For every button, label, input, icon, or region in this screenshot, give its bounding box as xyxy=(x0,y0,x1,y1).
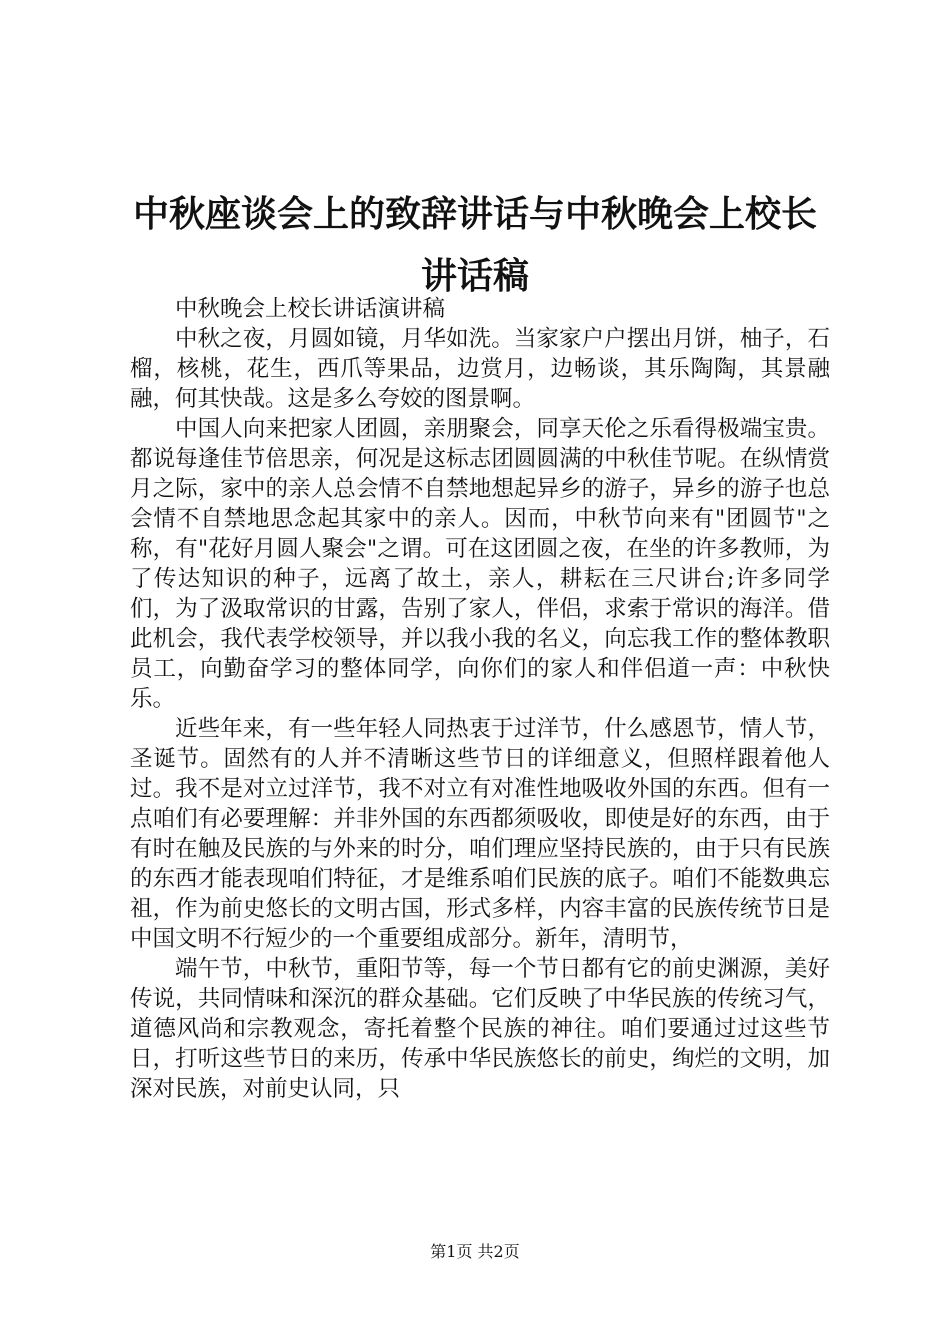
document-title: 中秋座谈会上的致辞讲话与中秋晚会上校长讲话稿 xyxy=(132,194,817,297)
paragraph-subtitle: 中秋晚会上校长讲话演讲稿 xyxy=(175,296,446,322)
document-body xyxy=(130,294,830,1104)
paragraph: 端午节，中秋节，重阳节等，每一个节日都有它的前史渊源，美好传说，共同情味和深沉的群众基础。它们反映了中华民族的传统习气，道德风尚和宗教观念，寄托着整个民族的神往。咱们要通过过这些节日，打听这些节日的来历，传承中华民族悠长的前史，绚烂的文明，加深对民族，对前史认同，只 xyxy=(130,956,830,1102)
paragraph: 中秋之夜，月圆如镜，月华如洗。当家家户户摆出月饼，柚子，石榴，核桃，花生，西爪等果品，边赏月，边畅谈，其乐陶陶，其景融融，何其快哉。这是多么夸姣的图景啊。 xyxy=(130,326,830,412)
paragraph: 近些年来，有一些年轻人同热衷于过洋节，什么感恩节，情人节，圣诞节。固然有的人并不清晰这些节日的详细意义，但照样跟着他人过。我不是对立过洋节，我不对立有对准性地吸收外国的东西。但有一点咱们有必要理解：并非外国的东西都须吸收，即使是好的东西，由于有时在触及民族的与外来的时分，咱们理应坚持民族的，由于只有民族的东西才能表现咱们特征，才是维系咱们民族的底子。咱们不能数典忘祖，作为前史悠长的文明古国，形式多样，内容丰富的民族传统节日是中国文明不行短少的一个重要组成部分。新年，清明节， xyxy=(130,716,830,952)
page-footer: 第1页 共2页 xyxy=(430,1242,520,1261)
paragraph: 中国人向来把家人团圆，亲朋聚会，同享天伦之乐看得极端宝贵。都说每逢佳节倍思亲，何况是这标志团圆圆满的中秋佳节呢。在纵情赏月之际，家中的亲人总会情不自禁地想起异乡的游子，异乡的游子也总会情不自禁地思念起其家中的亲人。因而，中秋节向来有"团圆节"之称，有"花好月圆人聚会"之谓。可在这团圆之夜，在坐的许多教师，为了传达知识的种子，远离了故土，亲人，耕耘在三尺讲台;许多同学们，为了汲取常识的甘露，告别了家人，伴侣，求索于常识的海洋。借此机会，我代表学校领导，并以我小我的名义，向忘我工作的整体教职员工，向勤奋学习的整体同学，向你们的家人和伴侣道一声：中秋快乐。 xyxy=(130,416,830,712)
